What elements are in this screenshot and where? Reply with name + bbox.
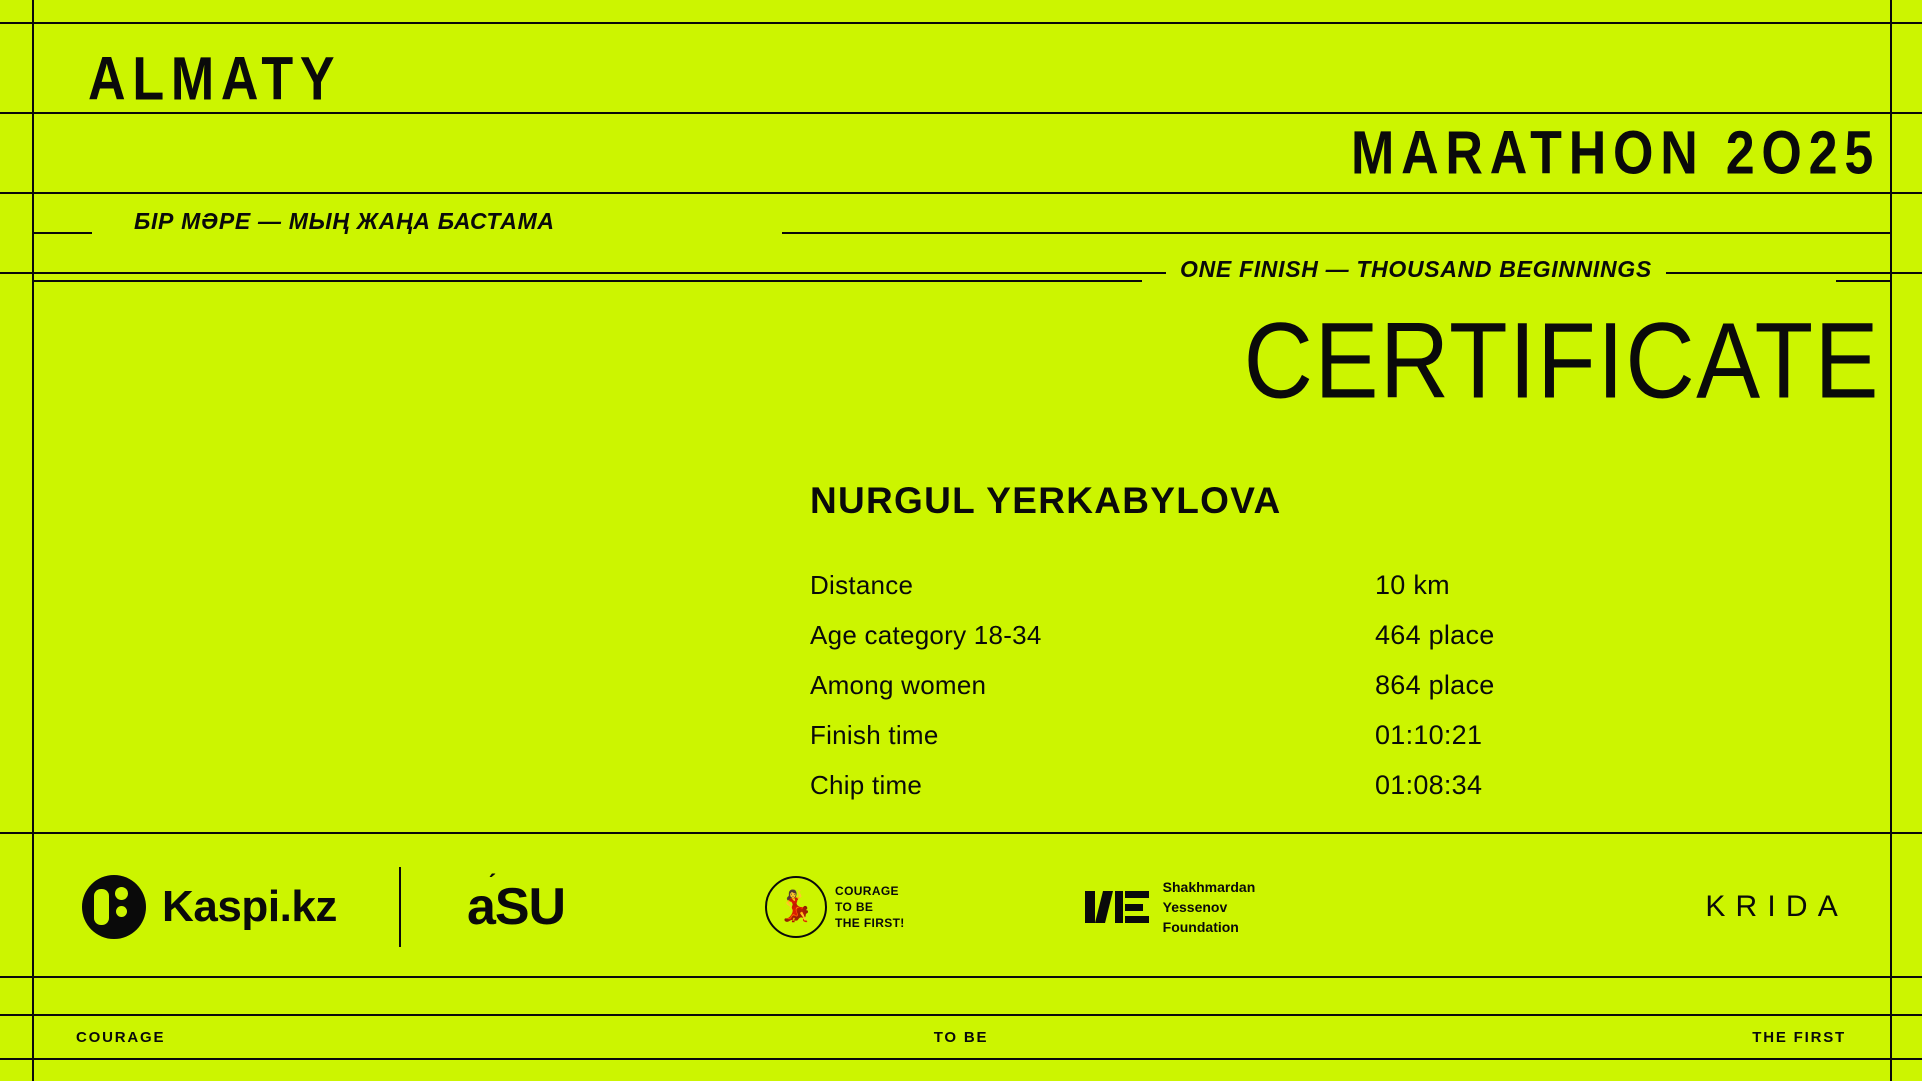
- asu-logo-icon: [467, 877, 565, 937]
- yessenov-foundation-logo-icon: [1085, 887, 1151, 927]
- slogan-kz-right-segment: [782, 232, 1890, 234]
- footer-center-text: TO BE: [933, 1028, 989, 1046]
- result-value: 01:08:34: [1375, 770, 1483, 800]
- yessenov-foundation-label: [1163, 877, 1256, 938]
- table-row: [810, 720, 1710, 770]
- sponsor-asu: [467, 840, 565, 974]
- sponsor-kaspi: [82, 840, 337, 974]
- result-label: Distance: [810, 570, 914, 600]
- results-table: [810, 570, 1710, 820]
- result-value: 10 km: [1375, 570, 1450, 600]
- kaspi-label: Kaspi.kz: [162, 882, 337, 931]
- table-row: [810, 620, 1710, 670]
- result-value: 01:10:21: [1375, 720, 1483, 750]
- slogan-kz-left-segment: [32, 232, 92, 234]
- rule-below-sponsors: [0, 976, 1922, 978]
- table-row: [810, 770, 1710, 820]
- athlete-name: NURGUL YERKABYLOVA: [810, 480, 1282, 521]
- rule-above-sponsors: [0, 832, 1922, 834]
- slogan-kazakh: БІР МӘРЕ — МЫҢ ЖАҢА БАСТАМА: [120, 208, 569, 235]
- sponsor-courage-fund: [765, 840, 905, 974]
- yessenov-line-2: Yessenov: [1162, 898, 1228, 915]
- rule-bottom: [0, 1058, 1922, 1060]
- slogan-en-left-segment: [32, 280, 1142, 282]
- asu-label: aSU: [467, 878, 566, 936]
- courage-line-2: TO BE: [835, 899, 874, 914]
- courage-fund-logo-icon: [765, 876, 827, 938]
- slogan-english: ONE FINISH — THOUSAND BEGINNINGS: [1166, 256, 1666, 283]
- result-value: 864 place: [1375, 670, 1495, 700]
- courage-line-1: COURAGE: [835, 883, 899, 898]
- sponsor-krida: KRIDA: [1705, 890, 1848, 923]
- result-label: Chip time: [810, 770, 923, 800]
- yessenov-line-1: Shakhmardan: [1162, 878, 1256, 895]
- page-title: CERTIFICATE: [1243, 301, 1880, 421]
- sponsor-yessenov-foundation: [1085, 840, 1256, 974]
- kaspi-logo-icon: [82, 875, 146, 939]
- footer: [0, 1020, 1922, 1054]
- result-label: Age category 18-34: [810, 620, 1042, 650]
- result-label: Among women: [810, 670, 987, 700]
- result-label: Finish time: [810, 720, 939, 750]
- footer-right-text: THE FIRST: [1752, 1028, 1846, 1046]
- courage-line-3: THE FIRST!: [835, 916, 905, 931]
- table-row: [810, 670, 1710, 720]
- rule-under-event: [0, 192, 1922, 194]
- courage-fund-label: [835, 883, 905, 932]
- yessenov-line-3: Foundation: [1162, 919, 1239, 936]
- result-value: 464 place: [1375, 620, 1495, 650]
- footer-left-text: COURAGE: [76, 1028, 166, 1046]
- sponsor-strip: [0, 840, 1922, 974]
- city-wordmark: ALMATY: [88, 45, 342, 114]
- runner-figure-icon: 💃: [777, 890, 815, 923]
- sponsor-divider: [399, 867, 401, 947]
- rule-above-footer: [0, 1014, 1922, 1016]
- table-row: [810, 570, 1710, 620]
- event-wordmark: MARATHON 2O25: [1351, 119, 1880, 188]
- slogan-en-right-segment: [1836, 280, 1890, 282]
- rule-top: [0, 22, 1922, 24]
